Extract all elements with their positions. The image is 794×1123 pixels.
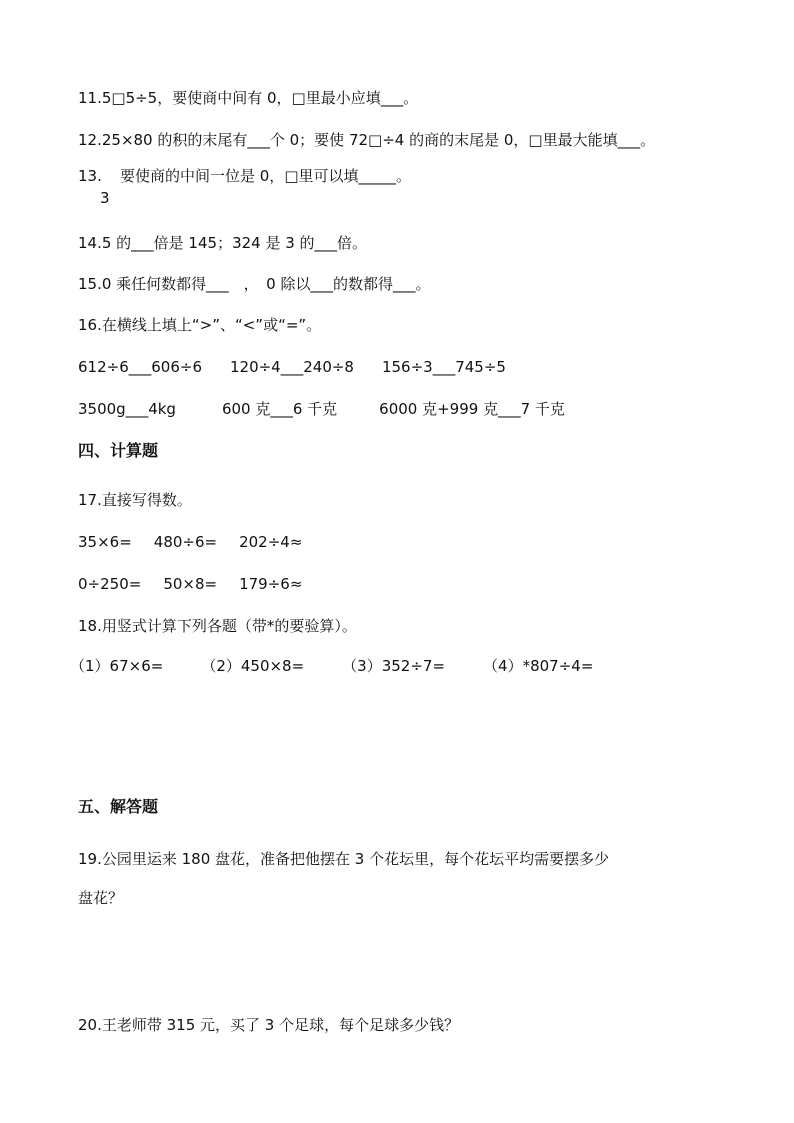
mental-math-row-1 xyxy=(78,532,302,552)
compare-item: 156÷3___745÷5 xyxy=(381,358,506,376)
question-11: 11.5□5÷5，要使商中间有 0，□里最小应填___。 xyxy=(78,89,419,107)
vertical-calc-row xyxy=(70,656,593,676)
math-item: 202÷4≈ xyxy=(239,533,303,551)
calc-item: （3）352÷7= xyxy=(342,657,446,675)
calc-item: （1）67×6= xyxy=(70,657,164,675)
compare-row-2 xyxy=(78,399,565,419)
section-heading-word-problems: 五、解答题 xyxy=(78,797,159,816)
compare-row-1 xyxy=(78,357,506,377)
question-16: 16.在横线上填上“>”、“<”或“=”。 xyxy=(78,316,322,334)
calc-item: （4）*807÷4= xyxy=(483,657,594,675)
question-17: 17.直接写得数。 xyxy=(78,491,192,509)
question-13: 要使商的中间一位是 0，□里可以填_____。 xyxy=(120,167,411,185)
compare-item: 600 克___6 千克 xyxy=(221,400,338,418)
question-13-subscript: 3 xyxy=(100,189,110,207)
math-item: 0÷250= xyxy=(78,575,142,593)
question-13-number: 13. xyxy=(78,167,102,185)
compare-item: 3500g___4kg xyxy=(78,400,176,418)
math-item: 50×8= xyxy=(163,575,218,593)
compare-item: 612÷6___606÷6 xyxy=(78,358,202,376)
mental-math-row-2 xyxy=(78,574,302,594)
question-19-line-1: 19.公园里运来 180 盘花，准备把他摆在 3 个花坛里，每个花坛平均需要摆多少 xyxy=(78,850,610,868)
question-15: 15.0 乘任何数都得___ ， 0 除以___的数都得___。 xyxy=(78,275,431,293)
math-item: 179÷6≈ xyxy=(239,575,303,593)
question-19-line-2: 盘花？ xyxy=(78,889,124,907)
calc-item: （2）450×8= xyxy=(201,657,305,675)
question-18: 18.用竖式计算下列各题（带*的要验算）。 xyxy=(78,617,357,635)
compare-item: 6000 克+999 克___7 千克 xyxy=(379,400,565,418)
math-item: 480÷6= xyxy=(153,533,218,551)
question-20: 20.王老师带 315 元，买了 3 个足球，每个足球多少钱？ xyxy=(78,1016,460,1034)
question-12: 12.25×80 的积的末尾有___个 0；要使 72□÷4 的商的末尾是 0，□里最大能填___。 xyxy=(78,131,656,149)
question-14: 14.5 的___倍是 145；324 是 3 的___倍。 xyxy=(78,234,368,252)
math-item: 35×6= xyxy=(78,533,132,551)
compare-item: 120÷4___240÷8 xyxy=(229,358,354,376)
section-heading-calculation: 四、计算题 xyxy=(78,441,159,460)
